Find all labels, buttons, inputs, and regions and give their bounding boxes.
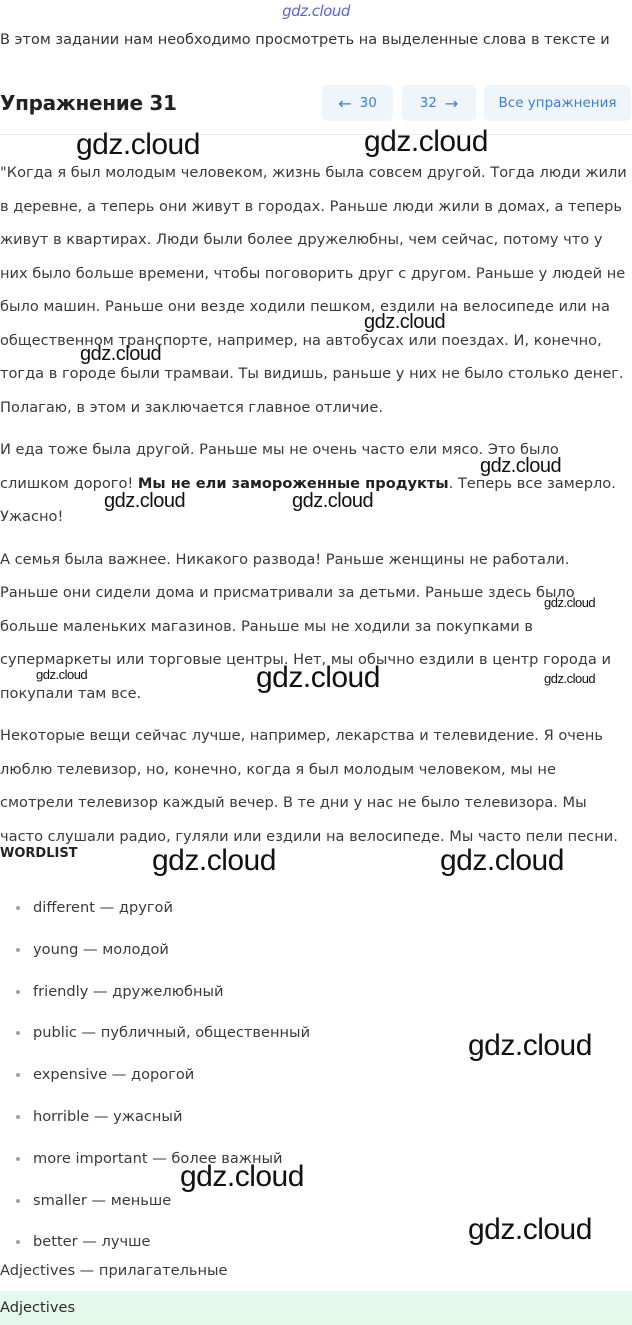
list-item: [0, 932, 310, 974]
next-exercise-button[interactable]: [402, 85, 476, 121]
watermark: gdz.cloud: [104, 490, 186, 512]
wordlist-entry: horrible — ужасный: [33, 1107, 183, 1125]
all-exercises-label: Все упражнения: [498, 95, 617, 111]
p2-bold-phrase: Мы не ели замороженные продукты: [137, 474, 449, 492]
next-exercise-label: 32: [419, 95, 437, 111]
wordlist-entry: young — молодой: [33, 940, 169, 958]
list-item: [0, 1015, 310, 1057]
watermark: gdz.cloud: [292, 490, 374, 512]
wordlist-entry: more important — более важный: [33, 1149, 283, 1167]
bullet-icon: [16, 948, 20, 952]
bullet-icon: [16, 1157, 20, 1161]
bullet-icon: [16, 1073, 20, 1077]
watermark: gdz.cloud: [468, 1213, 592, 1246]
bullet-icon: [16, 990, 20, 994]
list-item: [0, 974, 310, 1016]
bullet-icon: [16, 1115, 20, 1119]
watermark: gdz.cloud: [180, 1160, 304, 1193]
wordlist: [0, 890, 310, 1266]
p2-text-before: И еда тоже была другой. Раньше мы не очень часто ели мясо. Это было слишком дорого!: [0, 441, 559, 492]
adjectives-section-bar[interactable]: [0, 1291, 632, 1325]
wordlist-entry: public — публичный, общественный: [33, 1024, 311, 1042]
bullet-icon: [16, 1199, 20, 1203]
p2-text-after: . Теперь все замерло. Ужасно!: [0, 474, 616, 525]
watermark: gdz.cloud: [480, 455, 562, 477]
wordlist-entry: friendly — дружелюбный: [33, 982, 224, 1000]
bullet-icon: [16, 906, 20, 910]
wordlist-entry: smaller — меньше: [33, 1191, 172, 1209]
prev-exercise-label: 30: [359, 95, 377, 111]
bullet-icon: [16, 1240, 20, 1244]
passage-paragraph-3: А семья была важнее. Никакого развода! Раньше женщины не работали. Раньше они сидели дома и присматривали за детьми. Раньше здесь было больше маленьких магазинов. Раньше мы не ходили за покупками в супермаркеты или торговые центры. Нет, мы обычно ездили в центр города и покупали там все.: [0, 550, 611, 702]
adjectives-translation: Adjectives — прилагательные: [0, 1262, 228, 1279]
watermark: gdz.cloud: [364, 125, 488, 158]
passage-paragraph-1: "Когда я был молодым человеком, жизнь была совсем другой. Тогда люди жили в деревне, а теперь они живут в городах. Раньше люди жили в домах, а теперь живут в квартирах. Люди были более дружелюбны, чем сейчас, потому что у них было больше времени, чтобы поговорить друг с другом. Раньше у людей не было машин. Раньше они везде ходили пешком, ездили на велосипеде или на общественном транспорте, например, на автобусах или поездах. И, конечно, тогда в городе были трамваи. Ты видишь, раньше у них не было столько денег. Полагаю, в этом и заключается главное отличие.: [0, 164, 627, 416]
bullet-icon: [16, 1031, 20, 1035]
site-logo[interactable]: gdz.cloud: [282, 2, 350, 20]
watermark: gdz.cloud: [80, 343, 162, 365]
wordlist-entry: expensive — дорогой: [33, 1066, 195, 1084]
list-item: [0, 890, 310, 932]
watermark: gdz.cloud: [152, 844, 276, 877]
watermark: gdz.cloud: [76, 128, 200, 161]
watermark: gdz.cloud: [544, 671, 596, 686]
wordlist-title: WORDLIST: [0, 846, 78, 861]
watermark: gdz.cloud: [544, 595, 596, 610]
watermark: gdz.cloud: [36, 667, 88, 682]
all-exercises-button[interactable]: [484, 85, 631, 121]
prev-exercise-button[interactable]: [322, 85, 393, 121]
watermark: gdz.cloud: [468, 1029, 592, 1062]
wordlist-entry: different — другой: [33, 899, 173, 916]
adjectives-section-label: Adjectives: [0, 1299, 76, 1316]
watermark: gdz.cloud: [256, 661, 380, 694]
intro-text: В этом задании нам необходимо просмотреть на выделенные слова в тексте и: [0, 32, 610, 48]
passage-paragraph-2: [0, 433, 632, 534]
list-item: [0, 1057, 310, 1099]
list-item: [0, 1224, 310, 1266]
exercise-title: Упражнение 31: [0, 91, 177, 115]
arrow-right-icon: →: [444, 93, 459, 113]
watermark: gdz.cloud: [440, 844, 564, 877]
wordlist-entry: better — лучше: [33, 1233, 151, 1251]
list-item: [0, 1099, 310, 1141]
passage-paragraph-4: Некоторые вещи сейчас лучше, например, лекарства и телевидение. Я очень люблю телевизор, но, конечно, когда я был молодым человеком, мы не смотрели телевизор каждый вечер. В те дни у нас не было телевизора. Мы часто слушали радио, гуляли или ездили на велосипеде. Мы часто пели песни.: [0, 727, 618, 845]
arrow-left-icon: ←: [338, 93, 352, 113]
watermark: gdz.cloud: [364, 311, 446, 333]
